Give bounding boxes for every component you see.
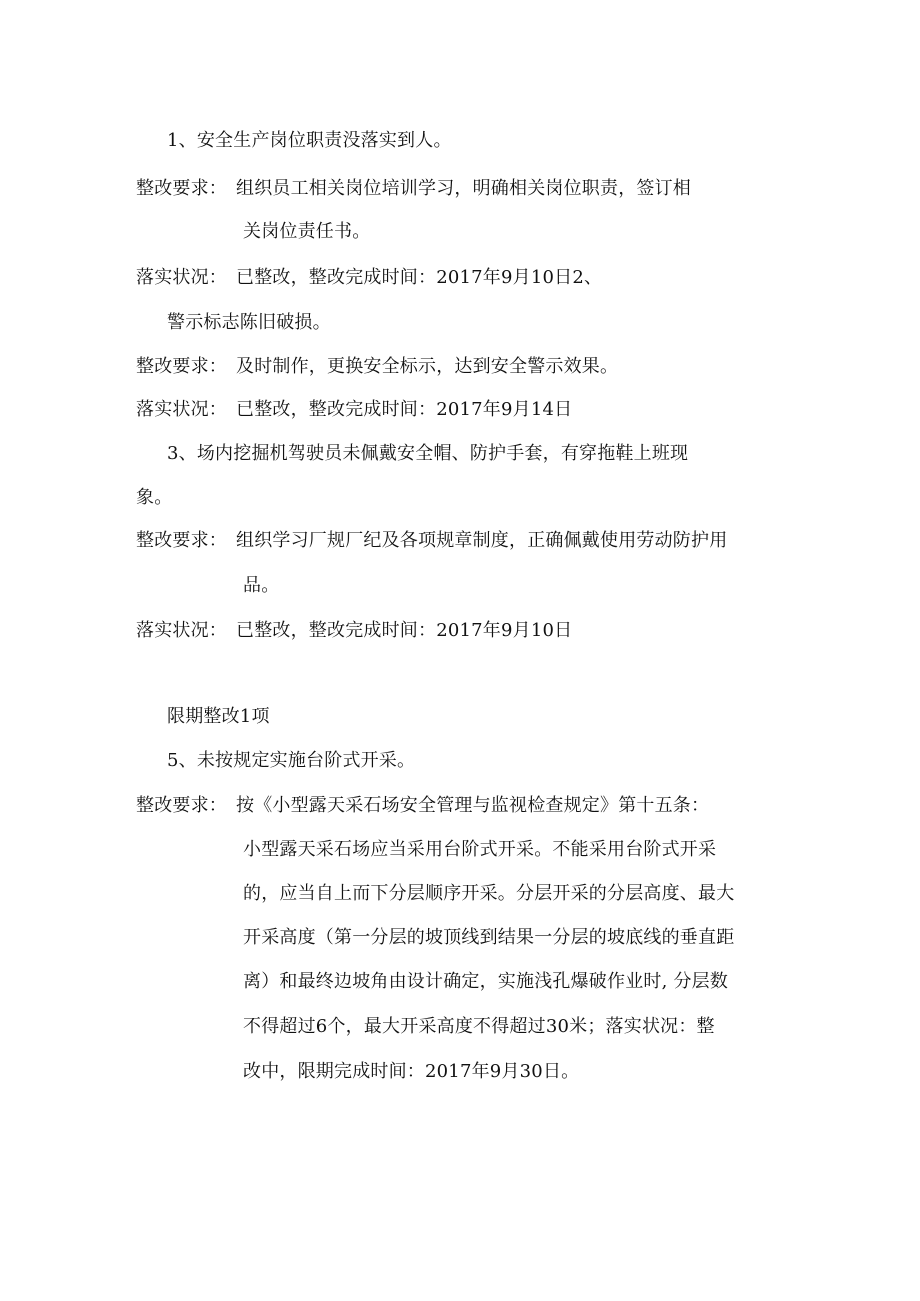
item-3-title-line-1: 3、场内挖掘机驾驶员未佩戴安全帽、防护手套，有穿拖鞋上班现	[167, 443, 689, 464]
item-1-title: 1、安全生产岗位职责没落实到人。	[167, 130, 452, 151]
item-2-title: 警示标志陈旧破损。	[167, 312, 331, 333]
item-3-requirement-line-1: 组织学习厂规厂纪及各项规章制度，正确佩戴使用劳动防护用	[236, 530, 728, 551]
item-3-status: 已整改，整改完成时间：2017年9月10日	[236, 620, 573, 641]
section-body-line-1: 小型露天采石场应当采用台阶式开采。不能采用台阶式开采	[243, 839, 717, 860]
item-1-status: 已整改，整改完成时间：2017年9月10日2、	[236, 267, 603, 288]
item-3-requirement-line-2: 品。	[243, 575, 280, 596]
section-requirement-label: 整改要求：	[136, 795, 227, 816]
section-heading: 限期整改1项	[167, 706, 270, 727]
item-2-requirement-label: 整改要求：	[136, 356, 227, 377]
item-1-requirement-label: 整改要求：	[136, 178, 227, 199]
item-2-status-label: 落实状况：	[136, 399, 227, 420]
section-item-title: 5、未按规定实施台阶式开采。	[167, 750, 416, 771]
item-1-status-label: 落实状况：	[136, 267, 227, 288]
item-1-requirement-line-2: 关岗位责任书。	[243, 221, 371, 242]
section-body-line-6: 改中，限期完成时间：2017年9月30日。	[243, 1061, 580, 1082]
item-3-status-label: 落实状况：	[136, 620, 227, 641]
section-requirement-intro: 按《小型露天采石场安全管理与监视检查规定》第十五条：	[236, 795, 710, 816]
item-2-requirement-line-1: 及时制作，更换安全标示，达到安全警示效果。	[236, 356, 619, 377]
item-3-requirement-label: 整改要求：	[136, 530, 227, 551]
section-body-line-4: 离）和最终边坡角由设计确定，实施浅孔爆破作业时, 分层数	[243, 971, 729, 992]
section-body-line-5: 不得超过6个，最大开采高度不得超过30米；落实状况：整	[243, 1016, 715, 1037]
item-3-title-line-2: 象。	[136, 487, 173, 508]
section-body-line-3: 开采高度（第一分层的坡顶线到结果一分层的坡底线的垂直距	[243, 927, 735, 948]
section-body-line-2: 的，应当自上而下分层顺序开采。分层开采的分层高度、最大	[243, 883, 735, 904]
item-1-requirement-line-1: 组织员工相关岗位培训学习，明确相关岗位职责，签订相	[236, 178, 691, 199]
item-2-status: 已整改，整改完成时间：2017年9月14日	[236, 399, 573, 420]
